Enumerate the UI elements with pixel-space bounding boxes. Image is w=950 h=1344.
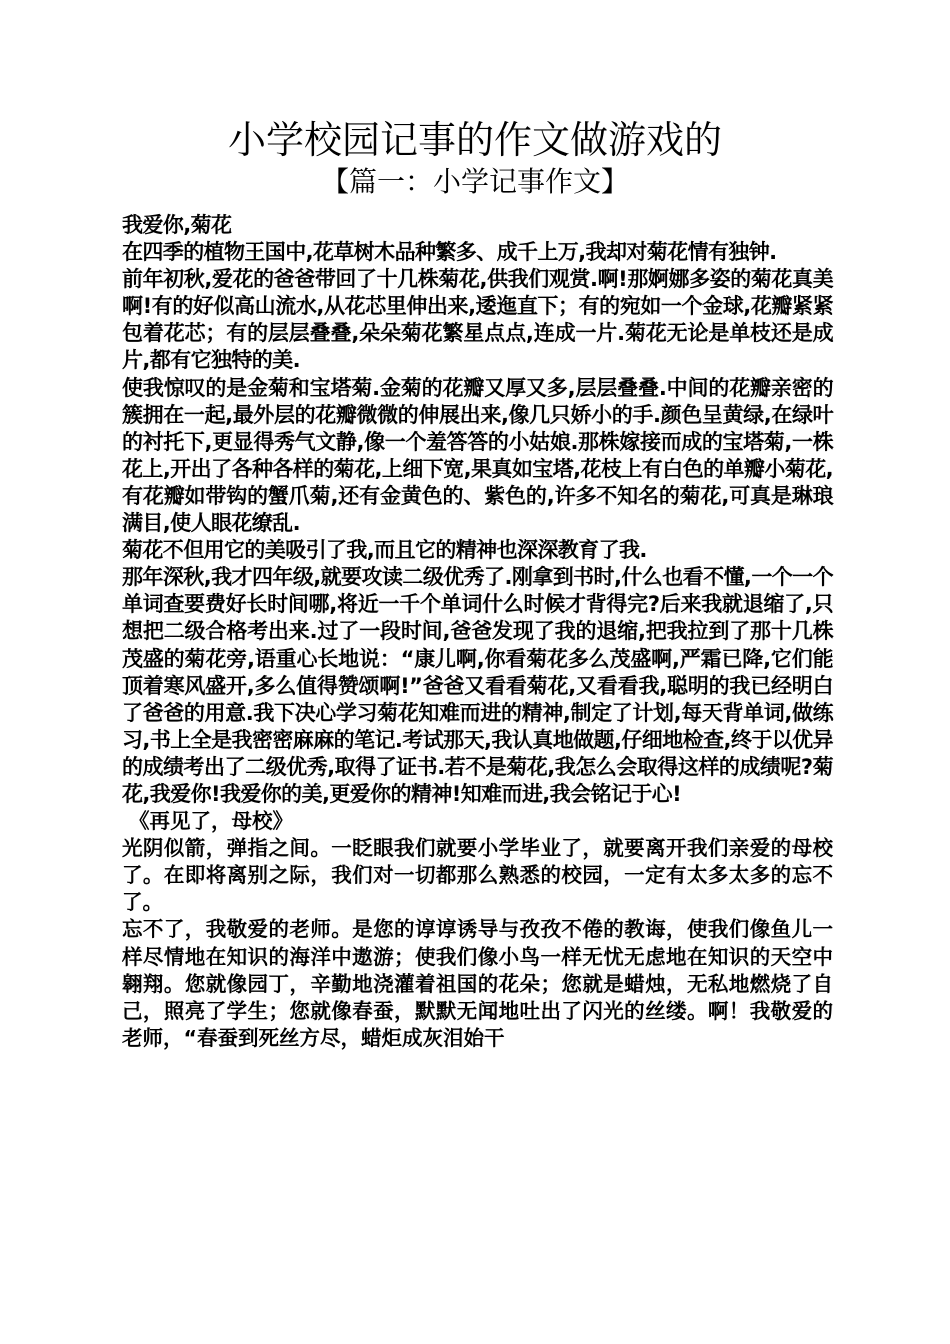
section-heading: 我爱你,菊花 <box>122 213 232 237</box>
paragraph: 在四季的植物王国中,花草树木品种繁多、成千上万,我却对菊花情有独钟. <box>122 240 777 265</box>
paragraph: 前年初秋,爱花的爸爸带回了十几株菊花,供我们观赏.啊!那婀娜多姿的菊花真美啊!有的好似高山流水,从花芯里伸出来,逶迤直下；有的宛如一个金球,花瓣紧紧包着花芯；有的层层叠叠,朵朵菊花繁星点点,连成一片.菊花无论是单枝还是成片,都有它独特的美. <box>122 267 833 373</box>
paragraph: 那年深秋,我才四年级,就要攻读二级优秀了.刚拿到书时,什么也看不懂,一个一个单词查要费好长时间哪,将近一千个单词什么时候才背得完?后来我就退缩了,只想把二级合格考出来.过了一段时间,爸爸发现了我的退缩,把我拉到了那十几株茂盛的菊花旁,语重心长地说：“康儿啊,你看菊花多么茂盛啊,严霜已降,它们能顶着寒风盛开,多么值得赞颂啊!”爸爸又看看菊花,又看看我,聪明的我已经明白了爸爸的用意.我下决心学习菊花知难而进的精神,制定了计划,每天背单词,做练习,书上全是我密密麻麻的笔记.考试那天,我认真地做题,仔细地检查,终于以优异的成绩考出了二级优秀,取得了证书.若不是菊花,我怎么会取得这样的成绩呢?菊花,我爱你!我爱你的美,更爱你的精神!知难而进,我会铭记于心! <box>122 565 833 806</box>
document-title: 小学校园记事的作文做游戏的 <box>227 118 722 162</box>
paragraph: 忘不了，我敬爱的老师。是您的谆谆诱导与孜孜不倦的教诲，使我们像鱼儿一样尽情地在知识的海洋中遨游；使我们像小鸟一样无忧无虑地在知识的天空中翱翔。您就像园丁，辛勤地浇灌着祖国的花朵；您就是蜡烛，无私地燃烧了自己，照亮了学生；您就像春蚕，默默无闻地吐出了闪光的丝缕。啊！我敬爱的老师，“春蚕到死丝方尽，蜡炬成灰泪始干 <box>122 917 833 1050</box>
document-subtitle: 【篇一：小学记事作文】 <box>320 165 629 198</box>
paragraph: 光阴似箭，弹指之间。一眨眼我们就要小学毕业了，就要离开我们亲爱的母校了。在即将离别之际，我们对一切都那么熟悉的校园，一定有太多太多的忘不了。 <box>122 836 833 915</box>
paragraph: 使我惊叹的是金菊和宝塔菊.金菊的花瓣又厚又多,层层叠叠.中间的花瓣亲密的簇拥在一起,最外层的花瓣微微的伸展出来,像几只娇小的手.颜色呈黄绿,在绿叶的衬托下,更显得秀气文静,像一个羞答答的小姑娘.那株嫁接而成的宝塔菊,一株花上,开出了各种各样的菊花,上细下宽,果真如宝塔,花枝上有白色的单瓣小菊花,有花瓣如带钩的蟹爪菊,还有金黄色的、紫色的,许多不知名的菊花,可真是琳琅满目,使人眼花缭乱. <box>122 375 833 536</box>
paragraph: 菊花不但用它的美吸引了我,而且它的精神也深深教育了我. <box>122 538 647 563</box>
section-heading: 《再见了，母校》 <box>129 809 293 834</box>
document-body <box>117 212 833 1052</box>
